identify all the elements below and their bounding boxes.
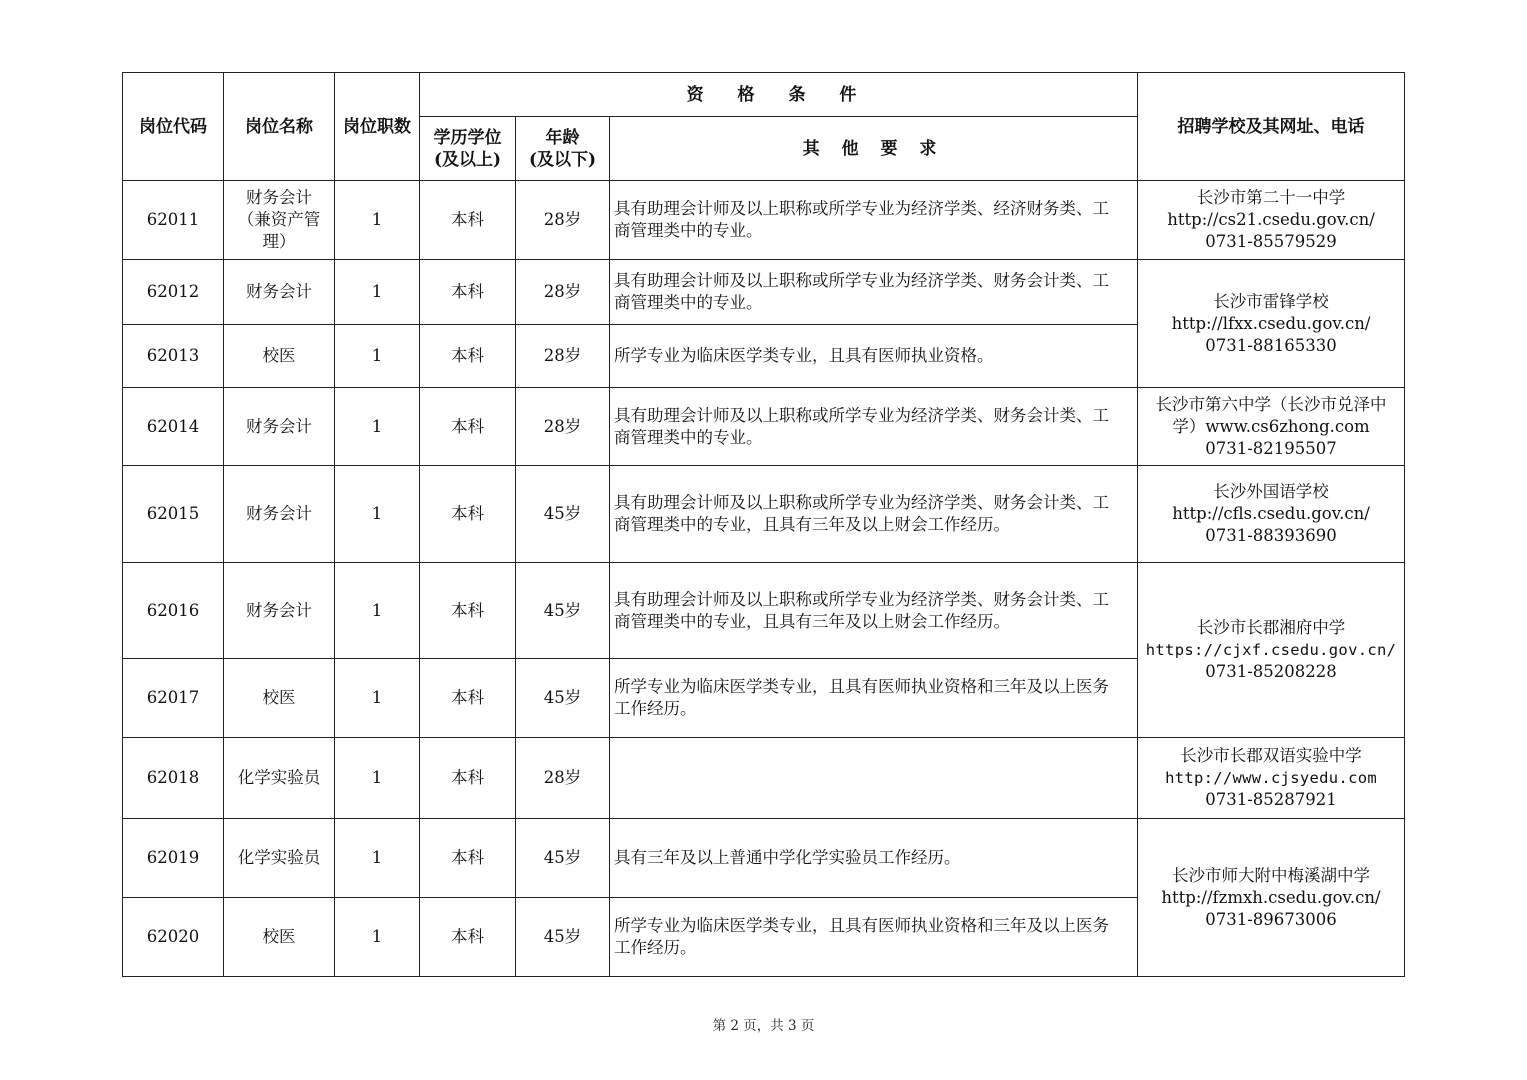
- header-code: 岗位代码: [123, 73, 224, 181]
- header-education: 学历学位 (及以上): [420, 117, 516, 181]
- cell-requirement: 所学专业为临床医学类专业，且具有医师执业资格。: [610, 325, 1138, 388]
- cell-education: 本科: [420, 738, 516, 819]
- cell-school: 长沙市第六中学（长沙市兑泽中 学）www.cs6zhong.com 0731-82195507: [1138, 388, 1405, 466]
- cell-requirement: 具有助理会计师及以上职称或所学专业为经济学类、财务会计类、工商管理类中的专业，且具有三年及以上财会工作经历。: [610, 563, 1138, 659]
- cell-count: 1: [335, 466, 420, 563]
- cell-count: 1: [335, 738, 420, 819]
- header-qualification: 资 格 条 件: [420, 73, 1138, 117]
- cell-age: 45岁: [516, 898, 610, 977]
- cell-education: 本科: [420, 325, 516, 388]
- cell-age: 45岁: [516, 563, 610, 659]
- cell-code: 62012: [123, 260, 224, 325]
- cell-code: 62020: [123, 898, 224, 977]
- cell-age: 28岁: [516, 325, 610, 388]
- cell-age: 45岁: [516, 466, 610, 563]
- cell-count: 1: [335, 325, 420, 388]
- page-footer: 第 2 页，共 3 页: [712, 1018, 815, 1034]
- cell-education: 本科: [420, 898, 516, 977]
- cell-requirement: 具有三年及以上普通中学化学实验员工作经历。: [610, 819, 1138, 898]
- cell-code: 62017: [123, 659, 224, 738]
- cell-requirement: 所学专业为临床医学类专业，且具有医师执业资格和三年及以上医务工作经历。: [610, 898, 1138, 977]
- cell-name: 化学实验员: [224, 738, 335, 819]
- cell-name: 校医: [224, 325, 335, 388]
- cell-code: 62011: [123, 181, 224, 260]
- cell-requirement: 具有助理会计师及以上职称或所学专业为经济学类、经济财务类、工商管理类中的专业。: [610, 181, 1138, 260]
- cell-count: 1: [335, 260, 420, 325]
- cell-education: 本科: [420, 563, 516, 659]
- cell-name: 财务会计: [224, 466, 335, 563]
- cell-age: 28岁: [516, 181, 610, 260]
- cell-code: 62018: [123, 738, 224, 819]
- table-row: [123, 563, 1405, 659]
- cell-requirement: 具有助理会计师及以上职称或所学专业为经济学类、财务会计类、工商管理类中的专业。: [610, 388, 1138, 466]
- header-name: 岗位名称: [224, 73, 335, 181]
- cell-requirement: [610, 738, 1138, 819]
- table-row: [123, 466, 1405, 563]
- cell-code: 62015: [123, 466, 224, 563]
- cell-requirement: 所学专业为临床医学类专业，且具有医师执业资格和三年及以上医务工作经历。: [610, 659, 1138, 738]
- cell-name: 化学实验员: [224, 819, 335, 898]
- cell-school: 长沙外国语学校 http://cfls.csedu.gov.cn/ 0731-88393690: [1138, 466, 1405, 563]
- cell-age: 28岁: [516, 738, 610, 819]
- table-row: [123, 738, 1405, 819]
- cell-count: 1: [335, 898, 420, 977]
- cell-school: 长沙市师大附中梅溪湖中学 http://fzmxh.csedu.gov.cn/ 0731-89673006: [1138, 819, 1405, 977]
- table-row: [123, 181, 1405, 260]
- cell-school: 长沙市第二十一中学 http://cs21.csedu.gov.cn/ 0731-85579529: [1138, 181, 1405, 260]
- cell-name: 财务会计 （兼资产管 理）: [224, 181, 335, 260]
- cell-count: 1: [335, 659, 420, 738]
- cell-name: 校医: [224, 898, 335, 977]
- cell-requirement: 具有助理会计师及以上职称或所学专业为经济学类、财务会计类、工商管理类中的专业。: [610, 260, 1138, 325]
- cell-code: 62016: [123, 563, 224, 659]
- cell-education: 本科: [420, 659, 516, 738]
- recruitment-table: [122, 72, 1405, 977]
- cell-education: 本科: [420, 181, 516, 260]
- cell-code: 62019: [123, 819, 224, 898]
- cell-code: 62014: [123, 388, 224, 466]
- header-other: 其 他 要 求: [610, 117, 1138, 181]
- cell-education: 本科: [420, 819, 516, 898]
- table-row: [123, 819, 1405, 898]
- cell-school: 长沙市长郡双语实验中学 http://www.cjsyedu.com 0731-85287921: [1138, 738, 1405, 819]
- header-row: [123, 73, 1405, 117]
- header-school: 招聘学校及其网址、电话: [1138, 73, 1405, 181]
- cell-age: 45岁: [516, 819, 610, 898]
- cell-requirement: 具有助理会计师及以上职称或所学专业为经济学类、财务会计类、工商管理类中的专业，且具有三年及以上财会工作经历。: [610, 466, 1138, 563]
- cell-education: 本科: [420, 388, 516, 466]
- cell-name: 财务会计: [224, 388, 335, 466]
- table-row: [123, 388, 1405, 466]
- cell-count: 1: [335, 819, 420, 898]
- cell-count: 1: [335, 181, 420, 260]
- cell-count: 1: [335, 388, 420, 466]
- cell-count: 1: [335, 563, 420, 659]
- cell-age: 28岁: [516, 388, 610, 466]
- cell-name: 校医: [224, 659, 335, 738]
- header-age: 年龄 (及以下): [516, 117, 610, 181]
- table-row: [123, 260, 1405, 325]
- cell-school: 长沙市长郡湘府中学 https://cjxf.csedu.gov.cn/ 0731-85208228: [1138, 563, 1405, 738]
- cell-name: 财务会计: [224, 563, 335, 659]
- cell-age: 45岁: [516, 659, 610, 738]
- cell-education: 本科: [420, 466, 516, 563]
- cell-age: 28岁: [516, 260, 610, 325]
- header-count: 岗位职数: [335, 73, 420, 181]
- cell-code: 62013: [123, 325, 224, 388]
- cell-name: 财务会计: [224, 260, 335, 325]
- cell-school: 长沙市雷锋学校 http://lfxx.csedu.gov.cn/ 0731-88165330: [1138, 260, 1405, 388]
- cell-education: 本科: [420, 260, 516, 325]
